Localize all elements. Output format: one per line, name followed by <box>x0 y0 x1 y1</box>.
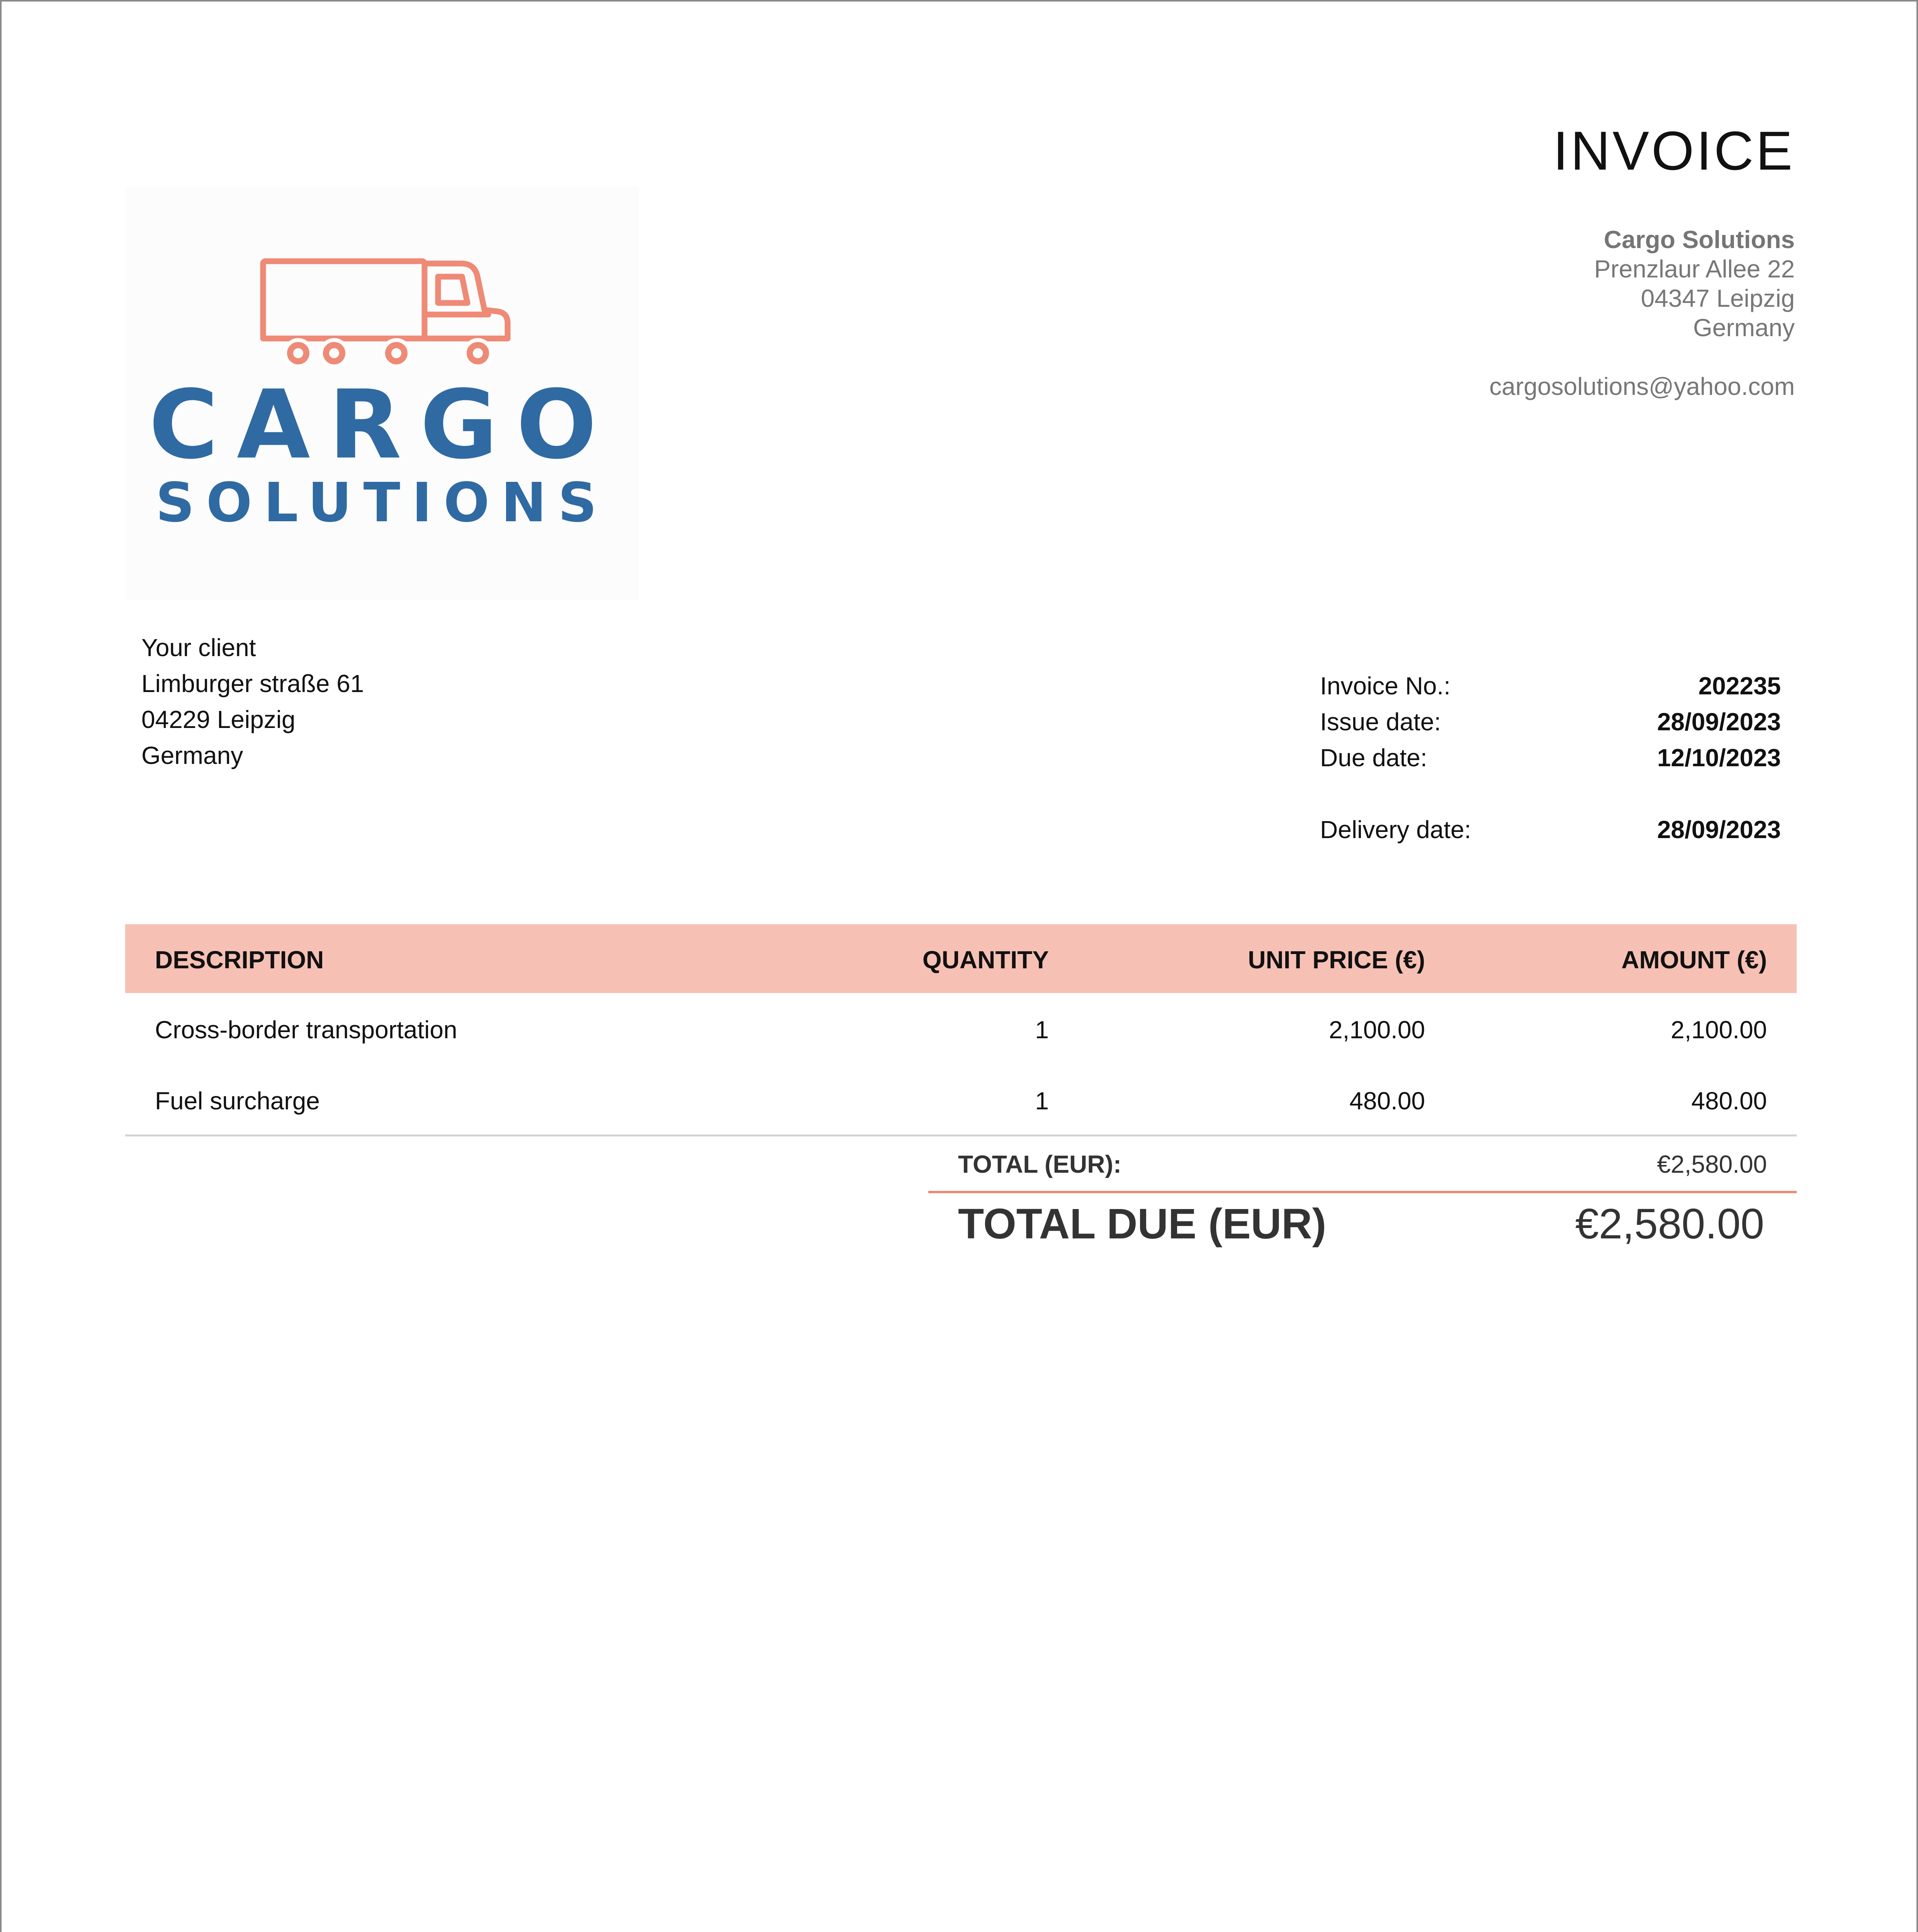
row-quantity: 1 <box>1035 1016 1049 1044</box>
due-date-value: 12/10/2023 <box>1657 744 1781 772</box>
client-city: 04229 Leipzig <box>141 706 296 733</box>
invoice-meta <box>1320 668 1781 848</box>
sender-email: cargosolutions@yahoo.com <box>1489 372 1795 400</box>
invoice-number-label: Invoice No.: <box>1320 672 1451 700</box>
delivery-date-row <box>1320 812 1781 848</box>
row-unit-price: 2,100.00 <box>1328 1016 1425 1044</box>
delivery-date-label: Delivery date: <box>1320 816 1471 844</box>
logo-line-1: CARGO <box>149 370 615 480</box>
client-name: Your client <box>141 634 256 662</box>
table-row <box>125 993 1797 1064</box>
issue-date-row <box>1320 704 1781 740</box>
total-label: TOTAL (EUR): <box>958 1150 1122 1178</box>
total-row <box>928 1134 1797 1192</box>
logo-line-2: SOLUTIONS <box>155 471 609 534</box>
sender-address <box>1489 225 1795 401</box>
row-amount: 2,100.00 <box>1670 1016 1767 1044</box>
sender-country: Germany <box>1693 314 1795 342</box>
client-address <box>141 630 364 774</box>
column-header-quantity: QUANTITY <box>922 946 1049 974</box>
invoice-number-value: 202235 <box>1698 672 1781 700</box>
row-quantity: 1 <box>1035 1087 1049 1115</box>
table-row <box>125 1064 1797 1135</box>
issue-date-value: 28/09/2023 <box>1657 708 1781 736</box>
client-country: Germany <box>141 742 243 769</box>
table-header <box>125 924 1797 993</box>
row-description: Cross-border transportation <box>155 1016 457 1044</box>
total-due-label: TOTAL DUE (EUR) <box>958 1200 1327 1248</box>
invoice-number-row <box>1320 668 1781 704</box>
sender-street: Prenzlaur Allee 22 <box>1594 255 1795 283</box>
issue-date-label: Issue date: <box>1320 708 1441 736</box>
row-unit-price: 480.00 <box>1349 1087 1425 1115</box>
due-date-row <box>1320 740 1781 776</box>
column-header-description: DESCRIPTION <box>155 946 324 974</box>
total-value: €2,580.00 <box>1657 1150 1767 1178</box>
truck-icon <box>263 261 508 338</box>
sender-city: 04347 Leipzig <box>1641 284 1795 312</box>
row-amount: 480.00 <box>1691 1087 1767 1115</box>
row-description: Fuel surcharge <box>155 1087 320 1115</box>
due-date-label: Due date: <box>1320 744 1427 772</box>
client-street: Limburger straße 61 <box>141 670 364 697</box>
total-divider <box>928 1191 1797 1193</box>
column-header-amount: AMOUNT (€) <box>1621 946 1767 974</box>
company-logo <box>125 187 639 600</box>
column-header-unit-price: UNIT PRICE (€) <box>1248 946 1425 974</box>
sender-company: Cargo Solutions <box>1604 226 1795 253</box>
delivery-date-value: 28/09/2023 <box>1657 816 1781 844</box>
page-title: INVOICE <box>1553 120 1795 182</box>
total-due-value: €2,580.00 <box>1575 1200 1764 1248</box>
